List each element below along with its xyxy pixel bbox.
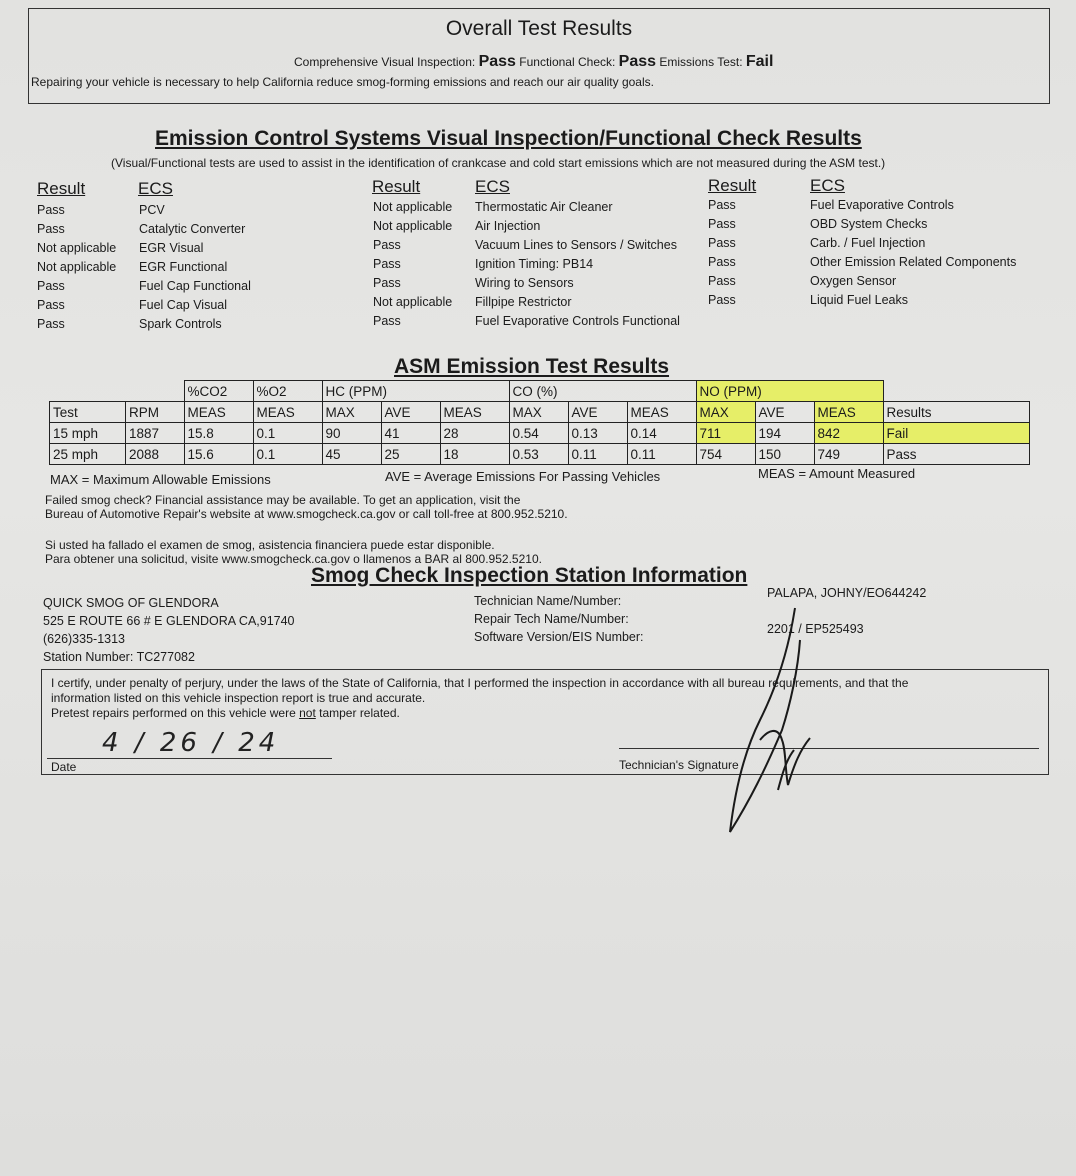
station-name: QUICK SMOG OF GLENDORA <box>43 596 219 610</box>
functional-result: Pass <box>618 53 657 70</box>
ecs-result: Pass <box>373 257 401 271</box>
ecs-subtitle: (Visual/Functional tests are used to assist in the identification of crankcase and cold start emissions which are not measured during the ASM test.) <box>111 156 886 170</box>
legend-meas: MEAS = Amount Measured <box>758 466 916 481</box>
ecs-result: Pass <box>373 276 401 290</box>
co2-group-header: %CO2 <box>184 381 253 402</box>
asm-results-table <box>49 380 1030 465</box>
cert-line3-pre: Pretest repairs performed on this vehicle were <box>51 706 300 720</box>
ecs-col2-results <box>373 198 452 331</box>
ecs-result: Pass <box>708 217 736 231</box>
emissions-result: Fail <box>745 53 774 70</box>
ecs-item: Fillpipe Restrictor <box>475 295 572 309</box>
o2-cell: 0.1 <box>253 423 322 444</box>
rpm-cell: 1887 <box>126 423 185 444</box>
co2-meas-header: MEAS <box>184 402 253 423</box>
overall-title: Overall Test Results <box>445 17 633 40</box>
ecs-result: Not applicable <box>37 241 117 255</box>
ecs-result: Pass <box>37 279 65 293</box>
no-meas-header: MEAS <box>814 402 883 423</box>
assistance-es-line2: Para obtener una solicitud, visite www.smogcheck.ca.gov o llamenos a BAR al 800.952.5210. <box>45 552 542 566</box>
no-ave-header: AVE <box>755 402 814 423</box>
tech-label: Technician Name/Number: <box>474 594 622 608</box>
table-row <box>50 444 1030 465</box>
ecs-item: Carb. / Fuel Injection <box>810 236 926 250</box>
ecs-result: Pass <box>708 255 736 269</box>
co-meas-header: MEAS <box>627 402 696 423</box>
functional-label: Functional Check: <box>519 55 616 69</box>
ecs-item: Wiring to Sensors <box>475 276 574 290</box>
result-cell: Pass <box>883 444 1030 465</box>
hc-meas-header: MEAS <box>440 402 509 423</box>
no-max-header: MAX <box>696 402 755 423</box>
emissions-label: Emissions Test: <box>659 55 743 69</box>
ecs-item: Fuel Evaporative Controls Functional <box>475 314 680 328</box>
test-header: Test <box>50 402 126 423</box>
co2-cell: 15.6 <box>184 444 253 465</box>
ecs-item: Liquid Fuel Leaks <box>810 293 908 307</box>
results-header: Results <box>883 402 1030 423</box>
hc-meas-cell: 18 <box>440 444 509 465</box>
ecs-name-header-1: ECS <box>138 179 173 198</box>
ecs-col3-names <box>810 196 1016 310</box>
visual-label: Comprehensive Visual Inspection: <box>294 55 476 69</box>
technician-labels <box>474 592 644 646</box>
hc-group-header: HC (PPM) <box>322 381 509 402</box>
overall-summary-line <box>294 53 773 71</box>
ecs-item: EGR Functional <box>139 260 228 274</box>
station-details <box>43 594 295 666</box>
ecs-result: Not applicable <box>373 200 453 214</box>
no-ave-cell: 194 <box>755 423 814 444</box>
station-address: 525 E ROUTE 66 # E GLENDORA CA,91740 <box>43 614 295 628</box>
repair-tech-label: Repair Tech Name/Number: <box>474 612 629 626</box>
test-cell: 15 mph <box>50 423 126 444</box>
ecs-result: Pass <box>373 238 401 252</box>
station-title: Smog Check Inspection Station Information <box>311 564 748 587</box>
ecs-item: Vacuum Lines to Sensors / Switches <box>475 238 677 252</box>
overall-results-box <box>28 8 1050 104</box>
hc-ave-cell: 41 <box>381 423 440 444</box>
date-line <box>47 758 332 759</box>
ecs-result: Pass <box>708 236 736 250</box>
asm-sub-header-row <box>50 402 1030 423</box>
ecs-item: Fuel Cap Visual <box>139 298 228 312</box>
co-meas-cell: 0.14 <box>627 423 696 444</box>
station-phone: (626)335-1313 <box>43 632 126 646</box>
rpm-cell: 2088 <box>126 444 185 465</box>
ecs-item: Other Emission Related Components <box>810 255 1017 269</box>
ecs-item: Catalytic Converter <box>139 222 246 236</box>
assistance-es-line1: Si usted ha fallado el examen de smog, asistencia financiera puede estar disponible. <box>45 538 495 552</box>
co-max-cell: 0.53 <box>509 444 568 465</box>
ecs-col2-names <box>475 198 680 331</box>
ecs-item: Thermostatic Air Cleaner <box>475 200 613 214</box>
ecs-item: Spark Controls <box>139 317 222 331</box>
ecs-item: PCV <box>139 203 165 217</box>
ecs-result: Pass <box>708 293 736 307</box>
ecs-result: Pass <box>373 314 401 328</box>
cert-line3-post: tamper related. <box>315 706 400 720</box>
ecs-result: Pass <box>37 317 65 331</box>
ecs-result-header-1: Result <box>37 179 86 198</box>
ecs-result: Not applicable <box>37 260 117 274</box>
ecs-result: Not applicable <box>373 295 453 309</box>
hc-meas-cell: 28 <box>440 423 509 444</box>
ecs-result: Pass <box>37 222 65 236</box>
ecs-title: Emission Control Systems Visual Inspection/Functional Check Results <box>155 127 862 150</box>
hc-max-cell: 90 <box>322 423 381 444</box>
ecs-name-header-2: ECS <box>475 177 510 196</box>
overall-note: Repairing your vehicle is necessary to help California reduce smog-forming emissions and reach our air quality goals. <box>31 75 654 89</box>
hc-ave-cell: 25 <box>381 444 440 465</box>
o2-cell: 0.1 <box>253 444 322 465</box>
ecs-item: Fuel Cap Functional <box>139 279 251 293</box>
o2-meas-header: MEAS <box>253 402 322 423</box>
tech-value: PALAPA, JOHNY/EO644242 <box>767 586 927 600</box>
co-meas-cell: 0.11 <box>627 444 696 465</box>
certification-box <box>41 669 1049 775</box>
no-meas-cell: 842 <box>814 423 883 444</box>
station-number: Station Number: TC277082 <box>43 650 195 664</box>
ecs-result: Pass <box>37 298 65 312</box>
ecs-col1-names <box>139 201 251 334</box>
ecs-col3-results <box>708 196 736 310</box>
cert-line2: information listed on this vehicle inspection report is true and accurate. <box>51 691 426 705</box>
ecs-result: Pass <box>708 274 736 288</box>
ecs-item: Fuel Evaporative Controls <box>810 198 954 212</box>
table-row <box>50 423 1030 444</box>
no-max-cell: 711 <box>696 423 755 444</box>
signature-label: Technician's Signature <box>619 758 739 772</box>
cert-line1: I certify, under penalty of perjury, under the laws of the State of California, that I performed the inspection in accordance with all bureau requirements, and that the <box>51 676 909 690</box>
co-group-header: CO (%) <box>509 381 696 402</box>
certification-text <box>51 676 1041 721</box>
hc-max-header: MAX <box>322 402 381 423</box>
software-label: Software Version/EIS Number: <box>474 630 644 644</box>
asm-title: ASM Emission Test Results <box>394 355 670 378</box>
no-group-header: NO (PPM) <box>696 381 883 402</box>
ecs-result: Pass <box>708 198 736 212</box>
test-cell: 25 mph <box>50 444 126 465</box>
ecs-item: Ignition Timing: PB14 <box>475 257 594 271</box>
ecs-result-header-2: Result <box>372 177 421 196</box>
result-cell: Fail <box>883 423 1030 444</box>
visual-result: Pass <box>478 53 516 70</box>
assistance-en-line2: Bureau of Automotive Repair's website at www.smogcheck.ca.gov or call toll-free at 800.952.5210. <box>45 507 568 521</box>
ecs-result-header-3: Result <box>708 176 757 195</box>
signature-scribble <box>690 600 830 840</box>
ecs-item: OBD System Checks <box>810 217 928 231</box>
hc-max-cell: 45 <box>322 444 381 465</box>
ecs-col1-results <box>37 201 116 334</box>
co-ave-cell: 0.11 <box>568 444 627 465</box>
legend-max: MAX = Maximum Allowable Emissions <box>50 472 271 487</box>
asm-group-header-row <box>50 381 1030 402</box>
co-max-header: MAX <box>509 402 568 423</box>
no-max-cell: 754 <box>696 444 755 465</box>
co-ave-cell: 0.13 <box>568 423 627 444</box>
handwritten-date: 4 / 26 / 24 <box>102 728 280 758</box>
software-value: 2201 / EP525493 <box>767 622 864 636</box>
assistance-en-line1: Failed smog check? Financial assistance may be available. To get an application, visit the <box>45 493 521 507</box>
cert-line3 <box>51 706 1041 721</box>
date-label: Date <box>51 760 77 774</box>
no-ave-cell: 150 <box>755 444 814 465</box>
ecs-item: Air Injection <box>475 219 541 233</box>
co2-cell: 15.8 <box>184 423 253 444</box>
hc-ave-header: AVE <box>381 402 440 423</box>
no-meas-cell: 749 <box>814 444 883 465</box>
cert-not: not <box>299 706 316 720</box>
legend-ave: AVE = Average Emissions For Passing Vehicles <box>385 469 661 484</box>
ecs-result: Not applicable <box>373 219 453 233</box>
ecs-item: Oxygen Sensor <box>810 274 897 288</box>
ecs-result: Pass <box>37 203 65 217</box>
ecs-name-header-3: ECS <box>810 176 845 195</box>
co-max-cell: 0.54 <box>509 423 568 444</box>
o2-group-header: %O2 <box>253 381 322 402</box>
co-ave-header: AVE <box>568 402 627 423</box>
ecs-item: EGR Visual <box>139 241 204 255</box>
rpm-header: RPM <box>126 402 185 423</box>
